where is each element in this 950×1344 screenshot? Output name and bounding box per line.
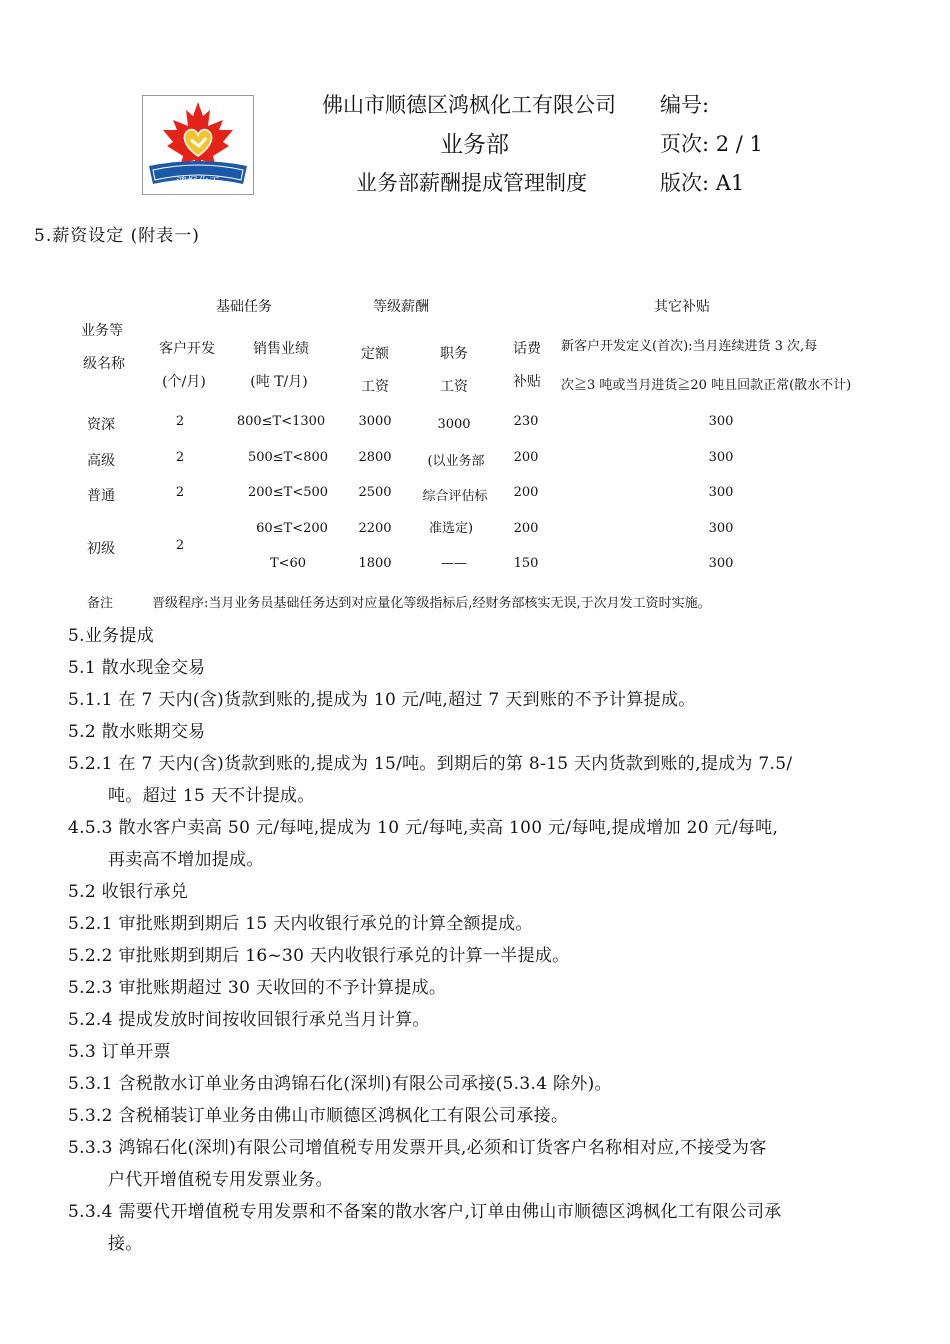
note-label: 备注	[87, 596, 114, 611]
section-title: 5.薪资设定 (附表一)	[34, 226, 200, 246]
position-pay-note3: 准选定)	[428, 521, 474, 536]
row1-fixed: 3000	[358, 414, 392, 429]
row5-fixed: 1800	[358, 556, 392, 571]
body-line-4: 5.2 散水账期交易	[68, 722, 206, 742]
body-line-5: 5.2.1 在 7 天内(含)货款到账的,提成为 15/吨。到期后的第 8-15 天内货款到账的,提成为 7.5/	[68, 754, 793, 774]
position-pay-value: 3000	[437, 417, 471, 432]
note-text: 晋级程序:当月业务员基础任务达到对应量化等级指标后,经财务部核实无误,于次月发工资时实施。	[152, 596, 711, 611]
header-base-task: 基础任务	[216, 299, 272, 315]
col-grade-line2: 级名称	[83, 356, 125, 372]
col-new-customer-line1: 新客户开发定义(首次):当月连续进货 3 次,每	[561, 339, 818, 354]
col-fixed-line1: 定额	[361, 346, 389, 362]
department-name: 业务部	[440, 132, 509, 158]
col-customer-line2: (个/月)	[162, 374, 206, 390]
body-line-17: 5.3.3 鸿锦石化(深圳)有限公司增值税专用发票开具,必须和订货客户名称相对应,不接受为客	[68, 1138, 767, 1158]
row3-phone: 200	[513, 485, 539, 500]
col-sales-line2: (吨 T/月)	[250, 374, 308, 390]
row2-phone: 200	[513, 450, 539, 465]
row3-fixed: 2500	[358, 485, 392, 500]
row4-customers: 2	[175, 538, 185, 553]
page-label: 页次: 2 / 1	[660, 132, 763, 156]
body-line-8: 再卖高不增加提成。	[108, 850, 264, 870]
col-sales-line1: 销售业绩	[253, 341, 309, 357]
header-level-pay: 等级薪酬	[373, 299, 429, 315]
row4-other: 300	[708, 521, 734, 536]
body-line-20: 接。	[108, 1234, 143, 1254]
version-label: 版次: A1	[660, 171, 745, 195]
col-position-line2: 工资	[440, 379, 468, 395]
col-new-customer-line2: 次≧3 吨或当月进货≧20 吨且回款正常(散水不计)	[561, 378, 852, 393]
row1-other: 300	[708, 414, 734, 429]
number-label: 编号:	[660, 93, 710, 117]
row5-phone: 150	[513, 556, 539, 571]
body-line-7: 4.5.3 散水客户卖高 50 元/每吨,提成为 10 元/每吨,卖高 100 元/每吨,提成增加 20 元/每吨,	[68, 818, 779, 838]
row2-other: 300	[708, 450, 734, 465]
row2-grade: 高级	[87, 453, 115, 469]
col-fixed-line2: 工资	[361, 379, 389, 395]
row1-customers: 2	[175, 414, 185, 429]
document-title: 业务部薪酬提成管理制度	[356, 171, 587, 195]
body-line-9: 5.2 收银行承兑	[68, 882, 189, 902]
row5-sales: T<60	[269, 556, 307, 571]
body-line-11: 5.2.2 审批账期到期后 16~30 天内收银行承兑的计算一半提成。	[68, 946, 570, 966]
row4-fixed: 2200	[358, 521, 392, 536]
body-line-16: 5.3.2 含税桶装订单业务由佛山市顺德区鸿枫化工有限公司承接。	[68, 1106, 569, 1126]
body-line-15: 5.3.1 含税散水订单业务由鸿锦石化(深圳)有限公司承接(5.3.4 除外)。	[68, 1074, 612, 1094]
col-phone-line1: 话费	[513, 341, 541, 357]
row3-customers: 2	[175, 485, 185, 500]
body-line-1: 5.业务提成	[68, 626, 155, 646]
col-grade-line1: 业务等	[81, 323, 123, 339]
position-pay-note1: (以业务部	[427, 454, 485, 469]
body-line-10: 5.2.1 审批账期到期后 15 天内收银行承兑的计算全额提成。	[68, 914, 533, 934]
body-line-18: 户代开增值税专用发票业务。	[108, 1170, 333, 1190]
position-pay-dash: ——	[441, 556, 467, 571]
row3-other: 300	[708, 485, 734, 500]
row4-phone: 200	[513, 521, 539, 536]
body-line-2: 5.1 散水现金交易	[68, 658, 206, 678]
company-name: 佛山市顺德区鸿枫化工有限公司	[322, 93, 616, 117]
body-line-6: 吨。超过 15 天不计提成。	[108, 786, 315, 806]
body-line-3: 5.1.1 在 7 天内(含)货款到账的,提成为 10 元/吨,超过 7 天到账的不予计算提成。	[68, 690, 696, 710]
row1-sales: 800≤T<1300	[236, 414, 326, 429]
header-other-allowance: 其它补贴	[654, 299, 710, 315]
row3-grade: 普通	[87, 488, 115, 504]
company-logo	[142, 95, 254, 195]
row4-grade: 初级	[87, 541, 115, 557]
position-pay-note2: 综合评估标	[422, 489, 488, 504]
body-line-19: 5.3.4 需要代开增值税专用发票和不备案的散水客户,订单由佛山市顺德区鸿枫化工有限公司承	[68, 1202, 782, 1222]
col-customer-line1: 客户开发	[159, 341, 215, 357]
row1-phone: 230	[513, 414, 539, 429]
row2-fixed: 2800	[358, 450, 392, 465]
row2-customers: 2	[175, 450, 185, 465]
row2-sales: 500≤T<800	[247, 450, 329, 465]
body-line-12: 5.2.3 审批账期超过 30 天收回的不予计算提成。	[68, 978, 447, 998]
col-position-line1: 职务	[440, 346, 468, 362]
col-phone-line2: 补贴	[513, 374, 541, 390]
body-line-13: 5.2.4 提成发放时间按收回银行承兑当月计算。	[68, 1010, 430, 1030]
row4-sales: 60≤T<200	[256, 521, 328, 536]
row5-other: 300	[708, 556, 734, 571]
row3-sales: 200≤T<500	[247, 485, 329, 500]
row1-grade: 资深	[87, 417, 115, 433]
body-line-14: 5.3 订单开票	[68, 1042, 171, 1062]
logo-text: 鸿枫化工	[176, 175, 220, 188]
